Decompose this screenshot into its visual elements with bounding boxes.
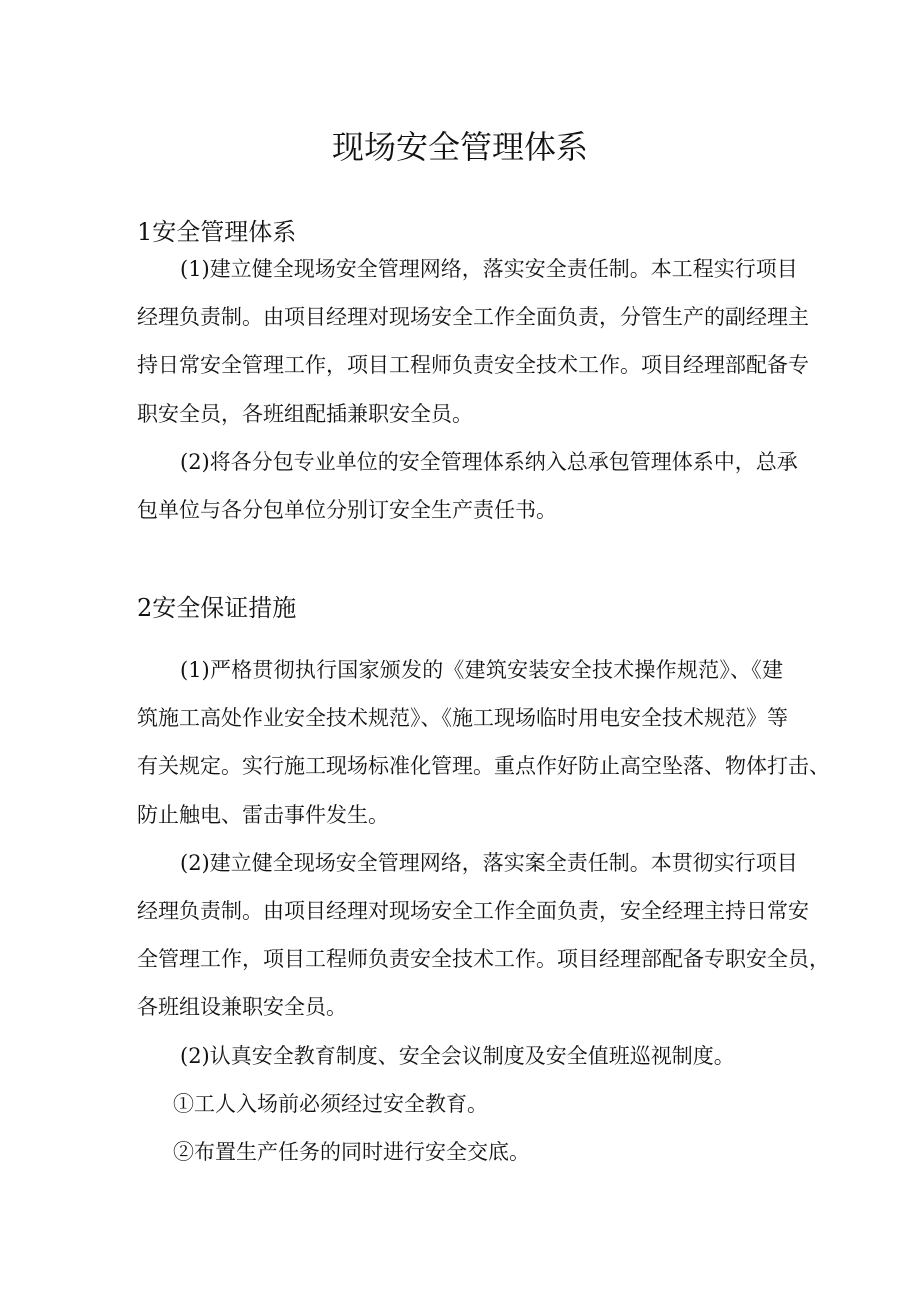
text-line: 职安全员，各班组配插兼职安全员。 [137,401,473,426]
text-line: (2)认真安全教育制度、安全会议制度及安全值班巡视制度。 [180,1043,735,1068]
text-line: 有关规定。实行施工现场标准化管理。重点作好防止高空坠落、物体打击、 [137,754,830,779]
section-heading-2: 2安全保证措施 [137,594,297,622]
text-line: 筑施工高处作业安全技术规范》、《施工现场临时用电安全技术规范》等 [137,706,788,731]
text-line: 各班组设兼职安全员。 [137,995,347,1020]
text-line: (1)严格贯彻执行国家颁发的《建筑安装安全技术操作规范》、《建 [180,658,783,682]
text-line: 防止触电、雷击事件发生。 [137,802,389,827]
text-line: 经理负责制。由项目经理对现场安全工作全面负责，安全经理主持日常安 [137,898,809,923]
text-line: 包单位与各分包单位分别订安全生产责任书。 [137,497,557,522]
section-heading-1: 1安全管理体系 [137,218,297,246]
section-1-paragraph-1 [137,245,809,534]
text-line: 经理负责制。由项目经理对现场安全工作全面负责，分管生产的副经理主 [137,305,809,330]
document-title: 现场安全管理体系 [331,128,588,166]
list-item: ①工人入场前必须经过安全教育。 [173,1091,488,1116]
text-line: 全管理工作，项目工程师负责安全技术工作。项目经理部配备专职安全员， [137,947,830,972]
text-line: (2)建立健全现场安全管理网络，落实案全责任制。本贯彻实行项目 [180,850,798,875]
list-item: ②布置生产任务的同时进行安全交底。 [173,1139,530,1164]
text-line: (1)建立健全现场安全管理网络，落实安全责任制。本工程实行项目 [180,257,798,281]
section-2-paragraphs [137,646,830,1176]
text-line: 持日常安全管理工作，项目工程师负责安全技术工作。项目经理部配备专 [137,353,809,378]
text-line: (2)将各分包专业单位的安全管理体系纳入总承包管理体系中，总承 [180,449,798,474]
